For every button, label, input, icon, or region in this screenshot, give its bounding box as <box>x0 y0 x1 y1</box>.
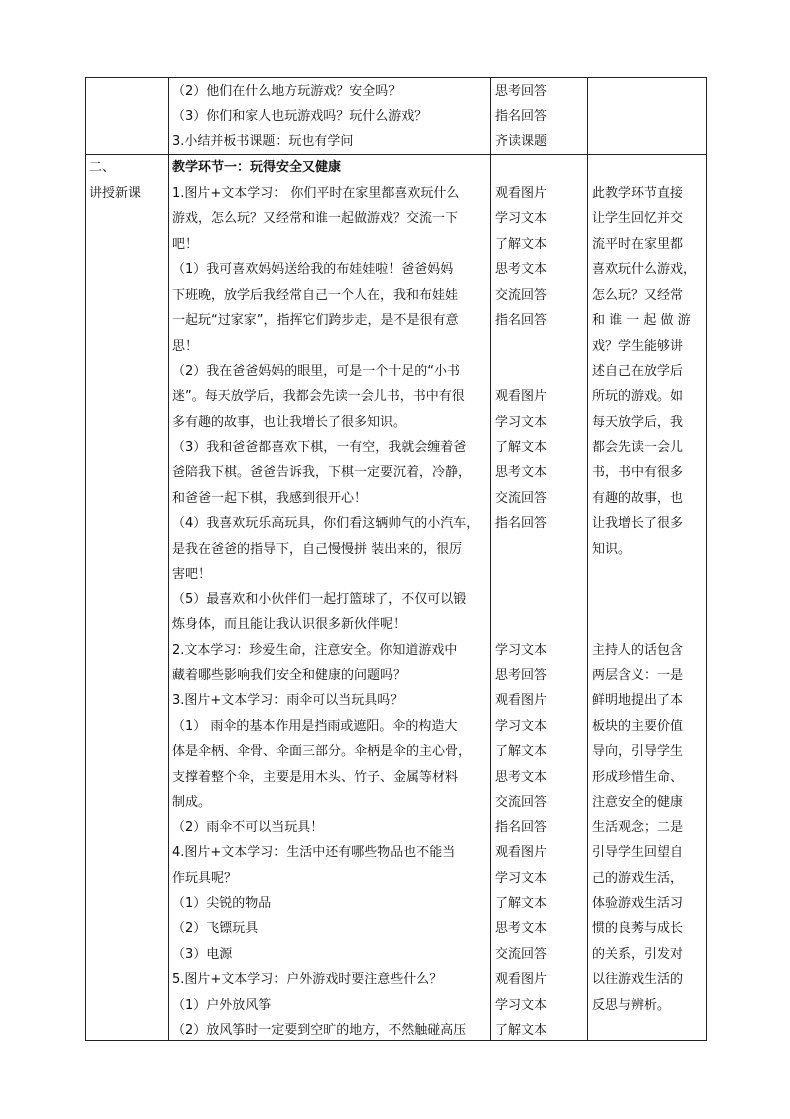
content-line: 2.文本学习：珍爱生命，注意安全。你知道游戏中 <box>172 643 458 658</box>
content-line: 1.图片+文本学习： 你们平时在家里都喜欢玩什么 <box>172 186 460 201</box>
note-line: 和 谁 一 起 做 游 <box>592 313 691 328</box>
content-line: （1）我可喜欢妈妈送给我的布娃娃啦！爸爸妈妈 <box>172 262 454 277</box>
content-line: 藏着哪些影响我们安全和健康的问题吗？ <box>172 668 407 683</box>
activity-line: 指名回答 <box>495 109 548 124</box>
content-line: 游戏，怎么玩？又经常和谁一起做游戏？交流一下 <box>172 211 459 226</box>
content-line: 吧！ <box>172 237 199 252</box>
activity-line: 了解文本 <box>495 896 548 911</box>
content-line: （5）最喜欢和小伙伴们一起打篮球了，不仅可以锻 <box>172 592 467 607</box>
content-line: （3）电源 <box>172 947 233 962</box>
content-line: （1） 雨伞的基本作用是挡雨或遮阳。伞的构造大 <box>172 719 458 734</box>
activity-line: 了解文本 <box>495 1023 548 1038</box>
content-line: 3.小结并板书课题：玩也有学问 <box>172 134 354 149</box>
content-line: 3.图片+文本学习：雨伞可以当玩具吗？ <box>172 693 404 708</box>
content-line: 作玩具呢？ <box>172 871 238 886</box>
content-line: （1）户外放风筝 <box>172 998 272 1013</box>
content-line: 爸陪我下棋。爸爸告诉我，下棋一定要沉着，冷静， <box>172 465 472 480</box>
note-line: 注意安全的健康 <box>592 795 684 810</box>
activity-line: 思考回答 <box>495 668 548 683</box>
activity-line: 学习文本 <box>495 998 548 1013</box>
activity-line: 观看图片 <box>495 186 548 201</box>
content-line: 害吧！ <box>172 567 212 582</box>
section-heading: 教学环节一：玩得安全又健康 <box>172 160 342 175</box>
note-line: 形成珍惜生命、 <box>592 770 684 785</box>
content-line: 支撑着整个伞，主要是用木头、竹子、金属等材料 <box>172 770 459 785</box>
note-line: 都会先读一会儿 <box>592 440 684 455</box>
note-line: 让学生回忆并交 <box>592 211 684 226</box>
note-line: 引导学生回望自 <box>592 845 684 860</box>
content-line: 下班晚，放学后我经常自己一个人在，我和布娃娃 <box>172 288 459 303</box>
content-line: （4）我喜欢玩乐高玩具，你们看这辆帅气的小汽车， <box>172 516 480 531</box>
activity-line: 学习文本 <box>495 871 548 886</box>
content-line: （3）我和爸爸都喜欢下棋，一有空，我就会缠着爸 <box>172 440 467 455</box>
note-line: 鲜明地提出了本 <box>592 693 684 708</box>
content-line: （2）雨伞不可以当玩具！ <box>172 820 324 835</box>
activity-line: 观看图片 <box>495 693 548 708</box>
content-line: （2）放风筝时一定要到空旷的地方，不然触碰高压 <box>172 1023 467 1038</box>
note-line: 有趣的故事，也 <box>592 491 684 506</box>
activity-line: 思考文本 <box>495 770 548 785</box>
section-number: 二、 <box>89 160 116 175</box>
activity-line: 观看图片 <box>495 845 548 860</box>
note-line: 知识。 <box>592 542 632 557</box>
column-divider-1 <box>168 77 169 1041</box>
column-divider-2 <box>490 77 491 1041</box>
content-line: 思！ <box>172 339 199 354</box>
note-line: 所玩的游戏。如 <box>592 389 684 404</box>
content-line: （3）你们和家人也玩游戏吗？玩什么游戏？ <box>172 109 428 124</box>
note-line: 两层含义：一是 <box>592 668 684 683</box>
note-line: 惯的良莠与成长 <box>592 921 684 936</box>
activity-line: 交流回答 <box>495 947 548 962</box>
activity-line: 交流回答 <box>495 288 548 303</box>
content-line: 炼身体，而且能让我认识很多新伙伴呢！ <box>172 617 407 632</box>
activity-line: 思考文本 <box>495 465 548 480</box>
content-line: 制成。 <box>172 795 212 810</box>
note-line: 述自己在放学后 <box>592 364 684 379</box>
content-line: （2）他们在什么地方玩游戏？安全吗？ <box>172 84 402 99</box>
note-line: 每天放学后，我 <box>592 415 684 430</box>
note-line: 导向，引导学生 <box>592 744 684 759</box>
note-line: 流平时在家里都 <box>592 237 684 252</box>
note-line: 的关系，引发对 <box>592 947 684 962</box>
content-line: 体是伞柄、伞骨、伞面三部分。伞柄是伞的主心骨， <box>172 744 472 759</box>
activity-line: 指名回答 <box>495 820 548 835</box>
activity-line: 学习文本 <box>495 211 548 226</box>
note-line: 生活观念；二是 <box>592 820 684 835</box>
content-line: 4.图片+文本学习：生活中还有哪些物品也不能当 <box>172 845 456 860</box>
activity-line: 了解文本 <box>495 237 548 252</box>
section-title: 讲授新课 <box>89 186 142 201</box>
note-line: 书，书中有很多 <box>592 465 684 480</box>
activity-line: 观看图片 <box>495 389 548 404</box>
content-line: 5.图片+文本学习：户外游戏时要注意些什么？ <box>172 972 443 987</box>
activity-line: 了解文本 <box>495 440 548 455</box>
activity-line: 思考文本 <box>495 921 548 936</box>
activity-line: 观看图片 <box>495 972 548 987</box>
note-line: 板块的主要价值 <box>592 719 684 734</box>
activity-line: 思考回答 <box>495 84 548 99</box>
activity-line: 学习文本 <box>495 719 548 734</box>
content-line: （2）飞镖玩具 <box>172 921 259 936</box>
table-border-left <box>85 77 86 1041</box>
note-line: 以往游戏生活的 <box>592 972 684 987</box>
content-line: 多有趣的故事，也让我增长了很多知识。 <box>172 415 407 430</box>
content-line: 迷”。每天放学后，我都会先读一会儿书，书中有很 <box>172 389 465 404</box>
activity-line: 学习文本 <box>495 643 548 658</box>
note-line: 戏？学生能够讲 <box>592 339 684 354</box>
activity-line: 了解文本 <box>495 744 548 759</box>
note-line: 让我增长了很多 <box>592 516 684 531</box>
activity-line: 指名回答 <box>495 313 548 328</box>
content-line: 和爸爸一起下棋，我感到很开心！ <box>172 491 368 506</box>
note-line: 反思与辨析。 <box>592 998 671 1013</box>
note-line: 喜欢玩什么游戏， <box>592 262 697 277</box>
activity-line: 思考文本 <box>495 262 548 277</box>
note-line: 怎么玩？又经常 <box>592 288 684 303</box>
table-border-top <box>85 77 707 78</box>
activity-line: 交流回答 <box>495 491 548 506</box>
column-divider-3 <box>587 77 588 1041</box>
note-line: 主持人的话包含 <box>592 643 684 658</box>
note-line: 此教学环节直接 <box>592 186 684 201</box>
content-line: （1）尖锐的物品 <box>172 896 272 911</box>
activity-line: 交流回答 <box>495 795 548 810</box>
content-line: （2）我在爸爸妈妈的眼里，可是一个十足的“小书 <box>172 364 461 379</box>
activity-line: 学习文本 <box>495 415 548 430</box>
content-line: 一起玩“过家家”，指挥它们跨步走，是不是很有意 <box>172 313 459 328</box>
activity-line: 指名回答 <box>495 516 548 531</box>
content-line: 是我在爸爸的指导下，自己慢慢拼 装出来的，很厉 <box>172 542 463 557</box>
table-border-right <box>706 77 707 1041</box>
activity-line: 齐读课题 <box>495 134 548 149</box>
note-line: 己的游戏生活， <box>592 871 684 886</box>
note-line: 体验游戏生活习 <box>592 896 684 911</box>
